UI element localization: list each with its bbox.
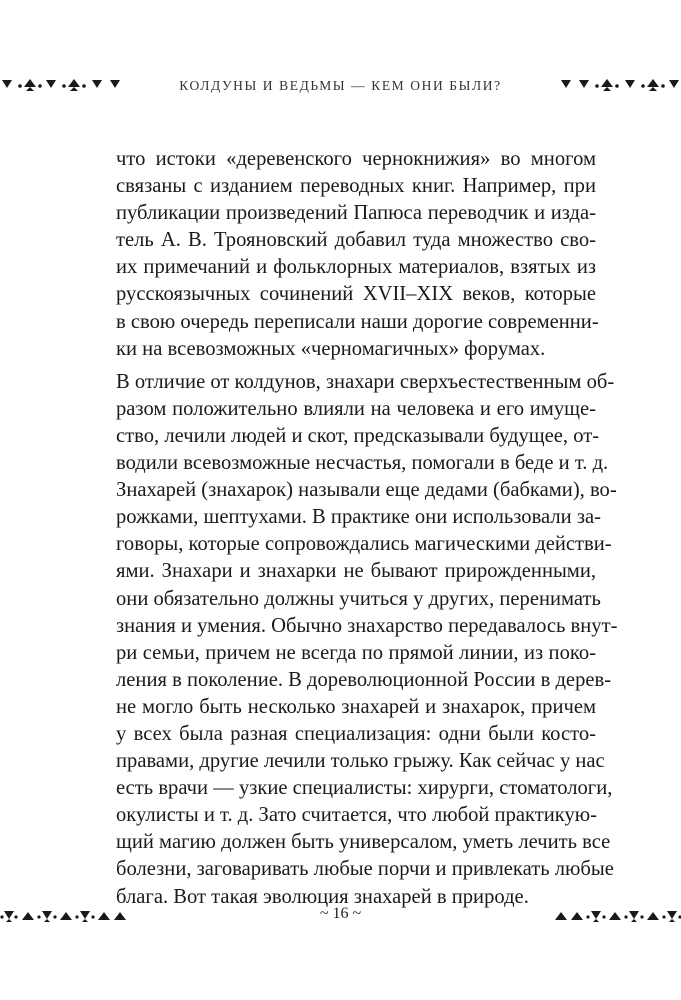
paragraph <box>116 369 618 911</box>
text-line: блага. Вот такая эволюция знахарей в природе. <box>116 885 529 908</box>
page-footer <box>0 905 681 929</box>
text-line: в свою очередь переписали наши дорогие современни- <box>116 310 599 333</box>
text-line: ления в поколение. В дореволюционной России в дерев- <box>116 668 612 691</box>
running-title: КОЛДУНЫ И ВЕДЬМЫ — КЕМ ОНИ БЫЛИ? <box>179 78 502 93</box>
text-line: у всех была разная специализация: одни были косто- <box>116 722 596 745</box>
text-line: водили всевозможные несчастья, помогали в беде и т. д. <box>116 452 609 475</box>
text-line: их примечаний и фольклорных материалов, взятых из <box>116 256 596 279</box>
text-line: окулисты и т. д. Зато считается, что любой практикую- <box>116 804 598 827</box>
text-line: ство, лечили людей и скот, предсказывали будущее, от- <box>116 424 600 447</box>
text-line: знания и умения. Обычно знахарство передавалось внут- <box>116 614 618 637</box>
running-header <box>0 74 681 98</box>
text-line: щий магию должен быть универсалом, уметь лечить все <box>116 831 611 854</box>
text-line: ки на всевозможных «черномагичных» форумах. <box>116 337 546 360</box>
text-line: болезни, заговаривать любые порчи и привлекать любые <box>116 858 614 881</box>
text-line: публикации произведений Папюса переводчик и изда- <box>116 202 596 225</box>
text-line: Знахарей (знахарок) называли еще дедами (бабками), во- <box>116 479 617 502</box>
folk-ornament-icon <box>553 905 681 929</box>
text-line: разом положительно влияли на человека и его имуще- <box>116 397 596 420</box>
text-line: они обязательно должны учиться у других, перенимать <box>116 587 601 610</box>
text-line: тель А. В. Трояновский добавил туда множество сво- <box>116 229 596 252</box>
text-line: связаны с изданием переводных книг. Например, при <box>116 175 596 198</box>
paragraph <box>116 146 599 363</box>
text-line: В отличие от колдунов, знахари сверхъестественным об- <box>116 370 615 393</box>
text-line: ями. Знахари и знахарки не бывают прирожденными, <box>116 560 596 583</box>
text-line: рожками, шептухами. В практике они использовали за- <box>116 506 601 529</box>
text-line: есть врачи — узкие специалисты: хирурги, стоматологи, <box>116 777 613 800</box>
text-line: русскоязычных сочинений XVII–XIX веков, которые <box>116 283 596 306</box>
folk-ornament-icon <box>553 74 681 98</box>
text-line: правами, другие лечили только грыжу. Как сейчас у нас <box>116 750 605 773</box>
text-line: говоры, которые сопровождались магическими действи- <box>116 533 612 556</box>
page-number: ~ 16 ~ <box>319 905 362 922</box>
text-line: ри семьи, причем не всегда по прямой линии, из поко- <box>116 641 596 664</box>
body-text <box>116 146 618 911</box>
text-line: не могло быть несколько знахарей и знахарок, причем <box>116 695 596 718</box>
text-line: что истоки «деревенского чернокнижия» во многом <box>116 148 596 170</box>
